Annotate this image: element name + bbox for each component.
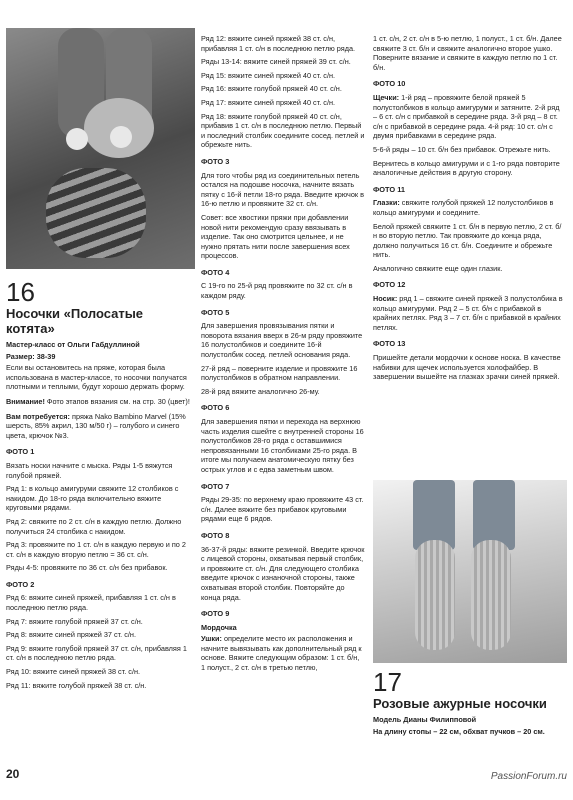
cheeks-label: Щечки: xyxy=(373,92,400,102)
section-title-17: Розовые ажурные носочки xyxy=(373,696,547,711)
nose-paragraph xyxy=(373,294,565,332)
foto6-step: Для завершения пятки и перехода на верхнюю часть изделия сшейте с внутренней стороны 16 полустолбиков 28-го ряда с оставшимися непровязанными 16 столбиками 25-го ряда. В итоге мы получаем анатомическую пятку без острых углов и с едва заметным швом. xyxy=(201,417,364,474)
ears-text: определите место их расположения и начните вывязывать как дополнительный ряд к основе. Вяжите следующим образом: 1 ст. б/н, 1 полуст., 2 ст. с/н в третью петлю, xyxy=(201,634,362,673)
size-17: На длину стопы – 22 см, обхват пучков – 20 см. xyxy=(373,726,545,736)
row-step: Ряд 17: вяжите синей пряжей 40 ст. с/н. xyxy=(201,97,336,107)
foto8-step: 36-37-й ряды: вяжите резинкой. Введите крючок с лицевой стороны, охватывая первый столбик, и провяжите ст. с/н. Для следующего столбика введите крючок с изнаночной стороны, также охватывая второй столбик. Повторяйте до конца ряда. xyxy=(201,544,365,602)
foto1-step: Вязать носки начните с мыска. Ряды 1-5 вяжутся голубой пряжей. xyxy=(6,460,173,480)
attention-text: Фото этапов вязания см. на стр. 30 (цвет)! xyxy=(44,396,190,406)
foto4-heading: ФОТО 4 xyxy=(201,267,230,277)
row-step: Ряд 16: вяжите голубой пряжей 40 ст. с/н. xyxy=(201,84,342,94)
attention-label: Внимание! xyxy=(6,396,45,406)
materials-text: пряжа Nako Bambino Marvel (15% шерсть, 85% акрил, 130 м/50 г) – голубого и синего цвета, крючок №3. xyxy=(6,411,186,440)
cheeks-text: 1-й ряд – провяжите белой пряжей 5 полустолбиков в кольцо амигуруми и затяните. 2-й ряд – 6 ст. с/н с прибавкой в середине ряда. 3-й ряд – 8 ст. с/н с прибавкой в середине ряда. 4-й ряд: 10 ст. с/н с двумя прибавками в середине ряда. xyxy=(373,92,560,141)
row-step: Ряды 13-14: вяжите синей пряжей 39 ст. с/н. xyxy=(201,57,351,67)
foto3-tip: Совет: все хвостики пряжи при добавлении новой нити рекомендую сразу ввязывать в изделие. Так оно смотрится цельнее, и не нужно прятать нити после завершения всех процессов. xyxy=(201,212,350,261)
section-number-17: 17 xyxy=(373,667,402,697)
watermark: PassionForum.ru xyxy=(490,771,567,782)
foto2-step: Ряд 7: вяжите голубой пряжей 37 ст. с/н. xyxy=(6,616,143,626)
foto7-heading: ФОТО 7 xyxy=(201,481,230,491)
foto2-step: Ряд 10: вяжите синей пряжей 38 ст. с/н. xyxy=(6,667,141,677)
row-step: Ряд 15: вяжите синей пряжей 40 ст. с/н. xyxy=(201,70,336,80)
foto12-heading: ФОТО 12 xyxy=(373,280,406,290)
foto7-step: Ряды 29-35: по верхнему краю провяжите 43 ст. с/н. Далее вяжите без прибавок круговыми рядами еще 6 рядов. xyxy=(201,495,364,524)
cat-socks-photo xyxy=(6,28,195,269)
cheeks-paragraph xyxy=(373,93,565,141)
ears-paragraph xyxy=(201,634,365,672)
foto1-step: Ряд 2: свяжите по 2 ст. с/н в каждую петлю. Должно получиться 24 столбика с накидом. xyxy=(6,516,182,536)
column-2 xyxy=(201,34,365,677)
ears-label: Ушки: xyxy=(201,634,222,644)
foto3-step: Для того чтобы ряд из соединительных петель остался на подошве носочка, начните вязать пятку с 16-й петли 18-го ряда. Введите крючок в 16-ю петлю и провяжите 32 ст. с/н. xyxy=(201,170,365,209)
row-step: Ряд 18: вяжите голубой пряжей 40 ст. с/н, прибавив 1 ст. с/н в последнюю петлю. Первый и последний столбик соедините сосед. петлей и обрежьте нить. xyxy=(201,111,365,150)
column-3 xyxy=(373,34,565,386)
row-step: Ряд 12: вяжите синей пряжей 38 ст. с/н, прибавляя 1 ст. с/н в последнюю петлю ряда. xyxy=(201,34,356,53)
foto8-heading: ФОТО 8 xyxy=(201,530,230,540)
foto2-step: Ряд 8: вяжите синей пряжей 37 ст. с/н. xyxy=(6,630,136,640)
section-number-16: 16 xyxy=(6,277,35,307)
author-17: Модель Дианы Филипповой xyxy=(373,715,477,724)
eyes-label: Глазки: xyxy=(373,198,400,208)
section-17 xyxy=(373,668,567,738)
foto4-step: С 19-го по 25-й ряд провяжите по 32 ст. с/н в каждом ряду. xyxy=(201,281,353,301)
foto11-step: Белой пряжей свяжите 1 ст. б/н в первую петлю, 2 ст. б/н во вторую петлю. Так провяжите до конца ряда, должно получиться 16 ст. б/н. Соедините и обрежьте нить. xyxy=(373,221,562,260)
foto5-step: Для завершения провязывания пятки и поворота вязания вверх в 26-м ряду провяжите 16 полустолбиков и соедините 16-й полустолбик сосед. петлей основания ряда. xyxy=(201,321,363,360)
foto2-step: Ряд 11: вяжите голубой пряжей 38 ст. с/н. xyxy=(6,680,147,690)
foto2-step: Ряд 9: вяжите голубой пряжей 37 ст. с/н, прибавляя 1 ст. с/н в последнюю петлю ряда. xyxy=(6,643,187,663)
foto11-step: Аналогично свяжите еще один глазик. xyxy=(373,263,503,273)
foto6-heading: ФОТО 6 xyxy=(201,403,230,413)
size-16: Размер: 38-39 xyxy=(6,351,56,361)
author-16: Мастер-класс от Ольги Габдуллиной xyxy=(6,340,140,349)
foto1-heading: ФОТО 1 xyxy=(6,447,35,457)
foto1-step: Ряды 4-5: провяжите по 36 ст. с/н без прибавок. xyxy=(6,563,168,573)
foto10-step: Вернитесь в кольцо амигуруми и с 1-го ряда повторите аналогичные действия в другую сторону. xyxy=(373,158,560,178)
foto5-step: 28-й ряд вяжите аналогично 26-му. xyxy=(201,386,320,396)
foto2-step: Ряд 6: вяжите синей пряжей, прибавляя 1 ст. с/н в последнюю петлю ряда. xyxy=(6,593,176,613)
eyes-paragraph xyxy=(373,198,565,217)
foto1-step: Ряд 3: провяжите по 1 ст. с/н в каждую первую и по 2 ст. с/н в каждую вторую петлю = 36 ст. с/н. xyxy=(6,540,186,559)
column-1 xyxy=(6,278,195,694)
foto9-heading: ФОТО 9 xyxy=(201,609,230,619)
lace-socks-photo xyxy=(373,480,567,663)
nose-label: Носик: xyxy=(373,294,398,304)
foto1-step: Ряд 1: в кольцо амигуруми свяжите 12 столбиков с накидом. До 18-го ряда включительно вяжите круговыми рядами. xyxy=(6,484,179,513)
foto13-step: Пришейте детали мордочки к основе носка. В качестве набивки для щечек используется холофайбер. В завершении вышейте на глазках зрачки синей пряжей. xyxy=(373,353,561,382)
attention-paragraph xyxy=(6,397,195,407)
section-title-16: Носочки «Полосатые котята» xyxy=(6,306,144,336)
foto2-heading: ФОТО 2 xyxy=(6,579,35,589)
foto5-heading: ФОТО 5 xyxy=(201,307,230,317)
ears-continued: 1 ст. с/н, 2 ст. с/н в 5-ю петлю, 1 полуст., 1 ст. б/н. Далее свяжите 3 ст. б/н и свяжите аналогично второе ушко. Поверните вязание и свяжите в каждую петлю по 1 ст. б/н. xyxy=(373,34,562,72)
foto9-subheading: Мордочка xyxy=(201,622,237,632)
intro-paragraph: Если вы остановитесь на пряже, которая была использована в мастер-классе, то носочки получатся плотными и теплыми, будут хорошо держать форму. xyxy=(6,363,187,392)
materials-paragraph xyxy=(6,412,195,441)
page-number: 20 xyxy=(6,767,20,781)
materials-label: Вам потребуется: xyxy=(6,411,70,421)
eyes-text: свяжите голубой пряжей 12 полустолбиков в кольцо амигуруми и соедините. xyxy=(373,198,554,217)
foto5-step: 27-й ряд – поверните изделие и провяжите 16 полустолбиков в обратном направлении. xyxy=(201,363,358,383)
nose-text: ряд 1 – свяжите синей пряжей 3 полустолбика в кольцо амигуруми. Ряд 2 – 5 ст. б/н с прибавкой в крайних петлях. Ряд 3 – 7 ст. б/н с прибавкой в крайних петлях. xyxy=(373,294,563,332)
foto11-heading: ФОТО 11 xyxy=(373,184,406,194)
foto13-heading: ФОТО 13 xyxy=(373,339,406,349)
foto3-heading: ФОТО 3 xyxy=(201,156,230,166)
foto10-heading: ФОТО 10 xyxy=(373,79,406,89)
foto10-step: 5-6-й ряды – 10 ст. б/н без прибавок. Отрежьте нить. xyxy=(373,144,551,154)
